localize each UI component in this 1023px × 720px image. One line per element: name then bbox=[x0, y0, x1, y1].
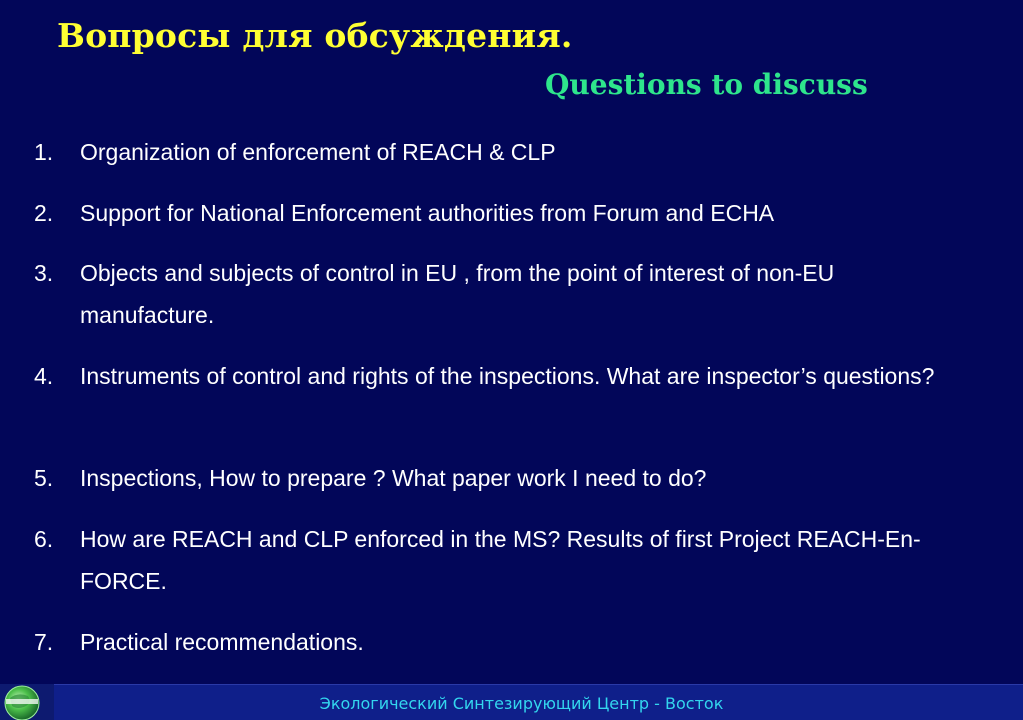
list-item-text: Organization of enforcement of REACH & CLP bbox=[80, 139, 556, 165]
list-item-text: Objects and subjects of control in EU , from the point of interest of non-EU manufacture. bbox=[80, 260, 835, 328]
list-item-number: 7. bbox=[34, 629, 54, 655]
list-item-number: 3. bbox=[34, 260, 54, 286]
list-item-text: Inspections, How to prepare ? What paper work I need to do? bbox=[80, 465, 707, 491]
list-item-number: 4. bbox=[34, 363, 54, 389]
footer-organization-name: Экологический Синтезирующий Центр - Восток bbox=[319, 694, 724, 713]
globe-logo-icon bbox=[0, 684, 54, 720]
slide-title-english: Questions to discuss bbox=[545, 68, 868, 101]
slide-title-russian: Вопросы для обсуждения. bbox=[57, 16, 573, 55]
list-item-number: 5. bbox=[34, 465, 54, 491]
list-item-text: Practical recommendations. bbox=[80, 629, 364, 655]
list-item-text: Instruments of control and rights of the inspections. What are inspector’s questions? bbox=[80, 363, 935, 389]
footer-bar bbox=[0, 684, 1023, 720]
list-item-text: Support for National Enforcement authorities from Forum and ECHA bbox=[80, 200, 775, 226]
list-item-text: How are REACH and CLP enforced in the MS? Results of first Project REACH-En-FORCE. bbox=[80, 526, 921, 594]
list-item-number: 6. bbox=[34, 526, 54, 552]
list-item-number: 1. bbox=[34, 139, 54, 165]
list-item-number: 2. bbox=[34, 200, 54, 226]
